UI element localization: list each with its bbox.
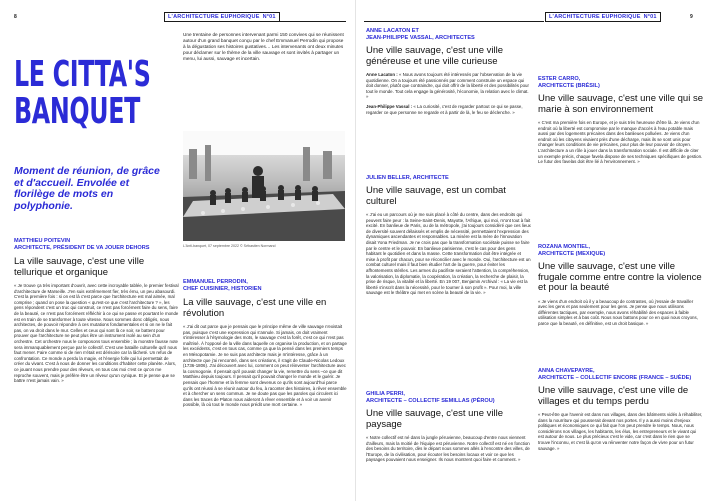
- section-heading: Une ville sauvage, est un combat culturel: [366, 185, 506, 207]
- magazine-name: L'ARCHITECTURE EUPHORIQUE: [168, 14, 260, 20]
- section-chavepayre: [538, 368, 703, 451]
- page-number-right: 9: [690, 14, 693, 20]
- section-heading: La ville sauvage, c'est une ville tellurique et organique: [14, 256, 145, 278]
- section-carro: [538, 76, 703, 165]
- speaker-name: ESTER CARRO,: [538, 76, 581, 82]
- speaker-name: ANNA CHAVEPAYRE,: [538, 368, 595, 374]
- header-rule-right: [364, 21, 544, 22]
- lede: Moment de réunion, de grâce et d'accueil. Envolée et florilège de mots en polyphonie.: [14, 165, 160, 212]
- section-heading: Une ville sauvage, c'est une ville de villages et du temps perdu: [538, 385, 689, 407]
- section-montiel: [538, 244, 703, 326]
- banquet-photo-image: [183, 131, 345, 241]
- section-lacaton-vassal: [366, 28, 531, 115]
- section-text: « J'ai eu un parcours où je me suis placé à côté du centre, dans des endroits qui peuvent faire peur : la Seine-Saint-Denis, Mayotte, l'Afrique, qui moi, m'ont tout à fait excité. En banlieue de Paris, ou de la métropole, j'ai toujours considéré que ces lieux de diversité souvent délaissés et emplis de nécessité, permettaient l'expression des dynamiques ascendantes et responsables. La misère est la mère de l'innovation disait Yona Friedman. Je ne crois pas que la transformation sociétale puisse se faire par le centre et le pouvoir. En banlieue parisienne, c'est le cas pour des gens habitant le quotidien et dans la masse. Cette transformation doit être intégrée et mise à profit par chacun, pour se réconcilier avec le monde. Oui, l'architecture est un combat culturel mais il faut bien étudier l'art de la guerre, pour éviter les affrontements stériles. Les armes du pacifiste seraient l'attention, la compréhension, la valorisation, la diplomatie, la coopération, la création, la recherche de plaisir, la prise de risque, la vitalité et la liberté. En 19 007, Benjamin Archival : « La vie est la liberté s'inscrit dans la nécessité, pour le tourner à son profit ». Pour moi, la ville sauvage est le théâtre qui met en scène la beauté de la vie. »: [366, 212, 531, 296]
- speaker-name: MATTHIEU POITEVIN: [14, 238, 71, 244]
- section-text: « J'ai dit out parce que je pensais que le principe même de ville sauvage n'existait pas, puisque c'est une expression qui s'annule. Si jamais, on doit vraiment s'intéresser à l'étymologie des mots, le sauvage c'est la forêt, c'est ce qui n'est pas maîtrisé. À l'opposé de la ville dans laquelle on organise la production, et on partage les excédents, c'est en tous cas, comme ça que la pensé dans les premiers temps en Mésopotamie. Je ne suis pas architecte mais je m'intéresse, grâce à un architecte que j'ai rencontré, dans ses créations, il s'agit de Claude-Nicolas Ledoux (1736-1806). J'ai découvert avec lui, comment on peut réinventer l'architecture avec la cosmogonie. Il pensait qu'il pouvait changer la vie, remettre du sens –ce que dit Matthieu depuis toujours. Il pensait qu'il pouvait changer le monde et le guérir. Je pensais que l'homme et la femme sont devenus ce qu'ils sont aujourd'hui parce qu'ils ont réussi à se réunir autour du feu, à raconter des histoires, à rêver ensemble et à chercher un sens commun. Je ne doute pas que les paroles qui circulent ici dans les traces de Platon nous aideront à rêver ensemble et à voir un avenir possible, là où tout le monde nous prédit une mort certaine. »: [183, 324, 347, 408]
- section-text: [366, 72, 531, 100]
- quote: « La curiosité, c'est de regarder partout ce qui se passe, regarder ce que personne ne regarde et à partir de là, le feu se déclenche. »: [366, 103, 523, 115]
- section-heading: Une ville sauvage, c'est une ville qui se marie à son environnement: [538, 93, 703, 115]
- title-line-2: BANQUET: [14, 91, 141, 132]
- speaker-name: GHILIA PERRI,: [366, 391, 405, 397]
- speaker-role: ARCHITECTE (MEXIQUE): [538, 251, 606, 257]
- section-text: « Je viens d'un endroit où il y a beaucoup de contrastes, où j'essaie de travailler avec les gens et pas seulement pour les gens. Je pense que nous utilisons différentes tactiques, par exemple, nous avons réhabilité des espaces à faible utilisation simples et à bas coût. Nous nous battons pour ce en quoi nous croyons, parce que la beauté, en définitive, est un droit basique. »: [538, 298, 698, 326]
- title-line-1: LE CITTA'S: [14, 54, 151, 95]
- speaker-label: Anne Lacaton :: [366, 72, 398, 77]
- section-poitevin: [14, 238, 179, 384]
- section-text: « C'est ma première fois en Europe, et je suis très heureuse d'être là. Je viens d'un endroit où la liberté est compromise par le manque d'accès à l'eau potable mais aussi par des logements précaires dans des banlieues polluées. Je viens d'un endroit où les citoyens vivaient près d'une décharge, mais ils se sont unis pour changer leurs conditions de vie précaires, pour plus de leur pouvoir de citoyen. L'architecture a un rôle à jouer dans la transformation sociale. Il est difficile de citer un exemple précis, chaque favela dispose de ses techniques spécifiques de gestion. Le futur des favelas doit être lié à l'environnement. »: [538, 120, 703, 165]
- page-fold: [355, 0, 356, 501]
- header-rule-left: [164, 21, 346, 22]
- speaker-role: CHEF CUISINIER, HISTORIEN: [183, 286, 262, 292]
- issue-number: N°01: [262, 14, 276, 20]
- speaker-role: ARCHITECTE (BRÉSIL): [538, 83, 600, 89]
- section-text: « Peut-être que l'avenir est dans nos villages, dans des bâtiments vidés à réhabiliter, dans la nourriture qui pousserait devant nos portes. Il y a aussi moins d'enjeux politiques et économiques ce qui fait que l'on peut prendre le temps. Nous, nous considérons nos villages, les habitants, les élus, les entrepreneurs et le vivant qui est autour de nous. Le plus précieux c'est le vide, car c'est dans le rien que se trouve l'inconnu, et c'est là qu'on va réinventer notre façon de vivre pour un futur sauvage. »: [538, 412, 703, 451]
- speaker-name: JULIEN BELLER, ARCHITECTE: [366, 175, 449, 181]
- speaker-role: ARCHITECTE – COLLECTIF ENCORE (FRANCE – SUÈDE): [538, 375, 692, 381]
- section-heading: La ville sauvage, c'est une ville en révolution: [183, 297, 327, 319]
- magazine-name: L'ARCHITECTURE EUPHORIQUE: [549, 14, 641, 20]
- section-text: « Notre collectif est né dans la jungle péruvienne, beaucoup d'entre nous viennent d'ailleurs, mais la moitié de l'équipe est péruvienne. Notre collectif est né en fonction des besoins du territoire, dès le départ nous sommes allés à l'encontre des villes, de l'Europe, de la civilisation, pour écouter les besoins locaux et voir ce que les paysages pouvaient nous enseigner. Ils nous montrent quoi faire et comment. »: [366, 435, 530, 463]
- section-heading: Une ville sauvage, c'est une ville paysage: [366, 408, 503, 430]
- masthead-right: [545, 12, 661, 22]
- speaker-role: ARCHITECTE – COLLECTIF SEMILLAS (PÉROU): [366, 398, 495, 404]
- intro-text: Une trentaine de personnes intervenant parmi 150 convives qui se réunissent autour d'un grand banquet conçu par le chef Emmanuel Perrodin qui propose à la dégustation ses histoires gustatives… Les intervenants ont deux minutes pour déclamer sur le thème de la ville sauvage et sont invités à partager un menu, lui aussi, sauvage et incertain.: [183, 32, 344, 61]
- page-title: [14, 56, 151, 130]
- speaker-name: ROZANA MONTIEL,: [538, 244, 590, 250]
- page-number-left: 8: [14, 14, 17, 20]
- speaker-name: EMMANUEL PERRODIN,: [183, 279, 248, 285]
- section-perri: [366, 391, 531, 463]
- speaker-role: ARCHITECTE, PRÉSIDENT DE VA JOUER DEHORS: [14, 245, 150, 251]
- speaker-name: ANNE LACATON ET: [366, 28, 419, 34]
- issue-number: N°01: [643, 14, 657, 20]
- speaker-name-2: JEAN-PHILIPPE VASSAL, ARCHITECTES: [366, 35, 475, 41]
- section-heading: Une ville sauvage, c'est une ville frugale comme entre contre la violence et pour la beauté: [538, 261, 702, 293]
- section-perrodin: [183, 279, 348, 408]
- banquet-photo: [183, 131, 345, 241]
- section-text-2: [366, 104, 531, 115]
- photo-caption: L'Anti-banquet, 07 septembre 2022 © Sébastien Normand: [183, 244, 276, 248]
- section-text: « Je trouve ça très important d'ouvrir, avec cette incroyable tablée, le premier festival d'architecture de Marseille. J'en suis extrêmement fier, très ému, un peu abasourdi. C'est la première fois : si on est là c'est parce que l'architecture est mal aimée, mal comprise ; quand on pose la question « qu'est-ce que c'est l'architecture ? », les gens répondent c'est un truc qui construit, ce n'est pas forcément faire du sens, faire de la beauté, ce n'est pas forcément réfléchir à ce qui se passe et pourtant le monde est en train de se transformer à toute vitesse. Nous sommes donc obligés, nous architectes, de pouvoir répondre à ces mutations fondamentales et si on ne le fait pas, on va droit dans le mur. Celles et ceux qui sont là ce soir, se battent pour prouver que l'architecture ne peut plus être un instrument isolé au sein d'un orchestre. Cet orchestre nous le composons tous ensemble ; la monstre fausse note sera immanquablement perçue par le collectif. C'est une bataille culturelle qu'il nous faut mener. Faire comme si de rien n'était est dérisoire car la lâcheté. Un refus de confrontation. Ce monde a perdu la magie, et l'énergie folle qui lui permettait de créer du vivant. C'est à nous de donner les conditions d'habiter cette planète. Alors, ce jouant nous prendre pour des rêveurs, en tous cas moi c'est ce qu'on me reproche souvent, mais je préfère être un rêveur qu'un cynique. Et je pense que se battre n'est jamais vain. »: [14, 283, 179, 384]
- section-heading: Une ville sauvage, c'est une ville généreuse et une ville curieuse: [366, 45, 503, 67]
- quote: « Nous avons toujours été intéressés par l'observation de la vie quotidienne. On a toujours été passionnés par comment construire un espace qui doit donner, plutôt que contraindre, qui doit offrir de la liberté et des possibilités pour tout le monde. Tout cela engage la générosité, l'économie, la relation avec le climat. »: [366, 72, 529, 100]
- section-beller: [366, 175, 531, 296]
- speaker-label: Jean-Philippe Vassal :: [366, 103, 413, 109]
